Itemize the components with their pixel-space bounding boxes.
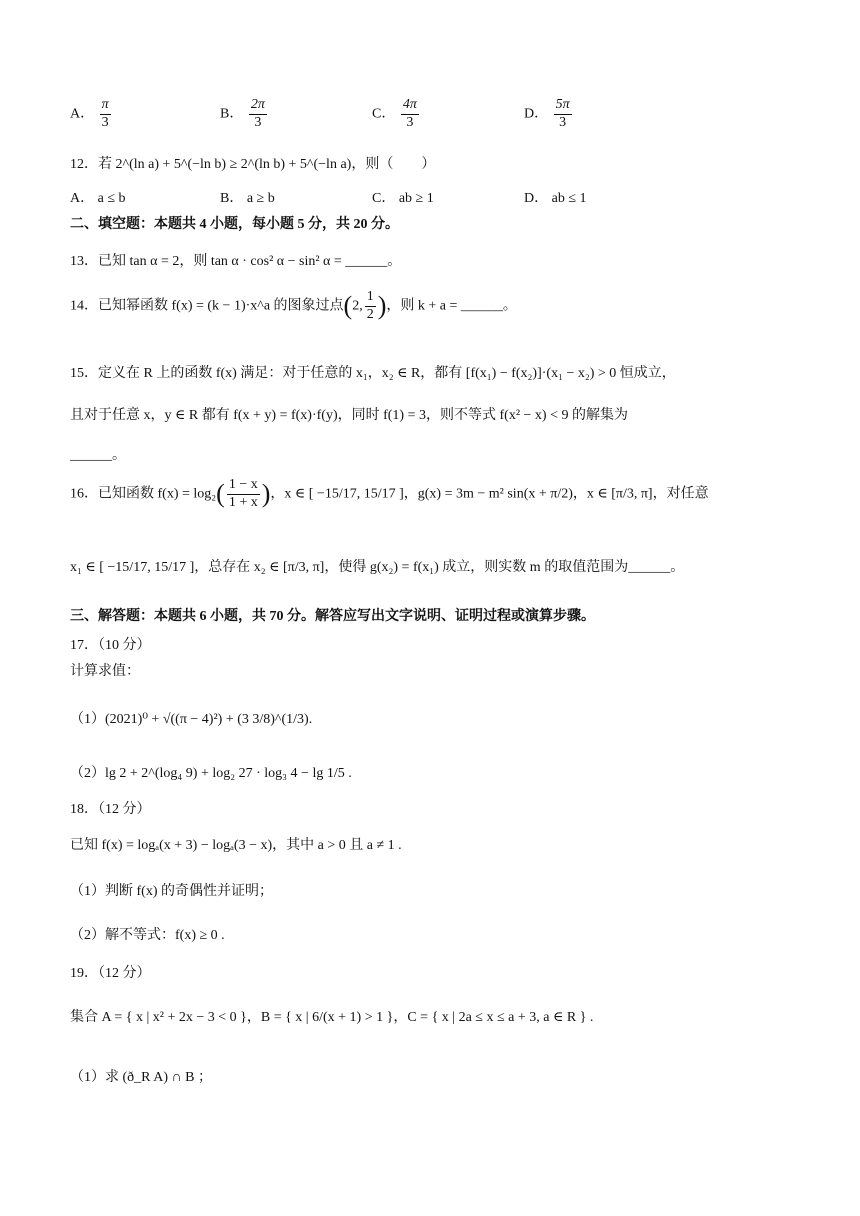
q11-option-b [220,98,269,130]
q15-line1: 15．定义在 R 上的函数 f(x) 满足：对于任意的 x₁，x₂ ∈ R，都有 [f(x₁) − f(x₂)]·(x₁ − x₂) > 0 恒成立， [70,366,676,381]
q17-part2: （2）lg 2 + 2^(log₄ 9) + log₂ 27 · log₃ 4 − lg 1/5 . [70,766,352,781]
q11-option-c [372,98,421,130]
q17-intro: 计算求值： [70,664,140,679]
q14-point: 2, [352,298,363,314]
option-label: C． [372,106,396,122]
fraction [365,290,376,322]
q16-line1 [70,478,709,510]
paren-left: ( [343,291,353,321]
denominator: 3 [559,114,567,130]
numerator: π [100,98,111,115]
q17-heading: 17．（10 分） [70,638,151,653]
q16-text: 16．已知函数 f(x) = log₂ [70,486,217,502]
q15-line2: 且对于任意 x，y ∈ R 都有 f(x + y) = f(x)·f(y)，同时 f(1) = 3，则不等式 f(x² − x) < 9 的解集为 [70,408,628,423]
paren-right: ) [377,291,387,321]
option-label: B． [220,106,244,122]
q12-option-d: D． ab ≤ 1 [524,191,587,206]
q19-stem: 集合 A = { x | x² + 2x − 3 < 0 }，B = { x | 6/(x + 1) > 1 }，C = { x | 2a ≤ x ≤ a + 3, a ∈ R } . [70,1010,594,1025]
q12-option-a: A． a ≤ b [70,191,126,206]
fraction [401,98,419,130]
denominator: 3 [101,114,109,130]
fraction [227,478,260,510]
q12-option-b: B． a ≥ b [220,191,275,206]
q19-heading: 19．（12 分） [70,966,151,981]
section-2-heading: 二、填空题：本题共 4 小题，每小题 5 分，共 20 分。 [70,217,399,232]
q14-text: 14．已知幂函数 f(x) = (k − 1)·x^a 的图象过点 [70,298,344,314]
denominator: 1 + x [228,494,258,510]
paren-left: ( [216,479,225,509]
q12-stem: 12．若 2^(ln a) + 5^(−ln b) ≥ 2^(ln b) + 5^(−ln a)，则（ ） [70,157,436,172]
numerator: 1 [365,290,376,307]
numerator: 4π [401,98,419,115]
q15-line3: ______。 [70,448,126,463]
q18-part2: （2）解不等式：f(x) ≥ 0 . [70,928,225,943]
q16-line2: x₁ ∈ [ −15/17, 15/17 ]，总存在 x₂ ∈ [π/3, π]，使得 g(x₂) = f(x₁) 成立，则实数 m 的取值范围为______。 [70,560,685,575]
denominator: 3 [406,114,414,130]
option-label: A． [70,106,95,122]
option-label: D． [524,106,549,122]
numerator: 2π [249,98,267,115]
q14-tail: ，则 k + a = ______。 [386,298,517,314]
q11-option-d [524,98,574,130]
denominator: 3 [254,114,262,130]
q18-part1: （1）判断 f(x) 的奇偶性并证明； [70,884,273,899]
q18-stem: 已知 f(x) = logₐ(x + 3) − logₐ(3 − x)，其中 a > 0 且 a ≠ 1 . [70,838,402,853]
q13: 13．已知 tan α = 2，则 tan α · cos² α − sin² α = ______。 [70,254,402,269]
fraction [100,98,111,130]
q11-option-a [70,98,113,130]
q17-part1: （1）(2021)⁰ + √((π − 4)²) + (3 3/8)^(1/3). [70,712,313,727]
section-3-heading: 三、解答题：本题共 6 小题，共 70 分。解答应写出文字说明、证明过程或演算步骤。 [70,609,595,624]
fraction [554,98,572,130]
numerator: 1 − x [227,478,260,495]
denominator: 2 [366,306,374,322]
q19-part1: （1）求 (ð_R A) ∩ B ； [70,1070,212,1085]
paren-right: ) [261,479,271,509]
fraction [249,98,267,130]
q16-text-mid: ，x ∈ [ −15/17, 15/17 ]，g(x) = 3m − m² sin(x + π/2)，x ∈ [π/3, π]，对任意 [270,486,709,502]
q14 [70,290,517,322]
numerator: 5π [554,98,572,115]
q12-option-c: C． ab ≥ 1 [372,191,434,206]
q18-heading: 18．（12 分） [70,802,151,817]
